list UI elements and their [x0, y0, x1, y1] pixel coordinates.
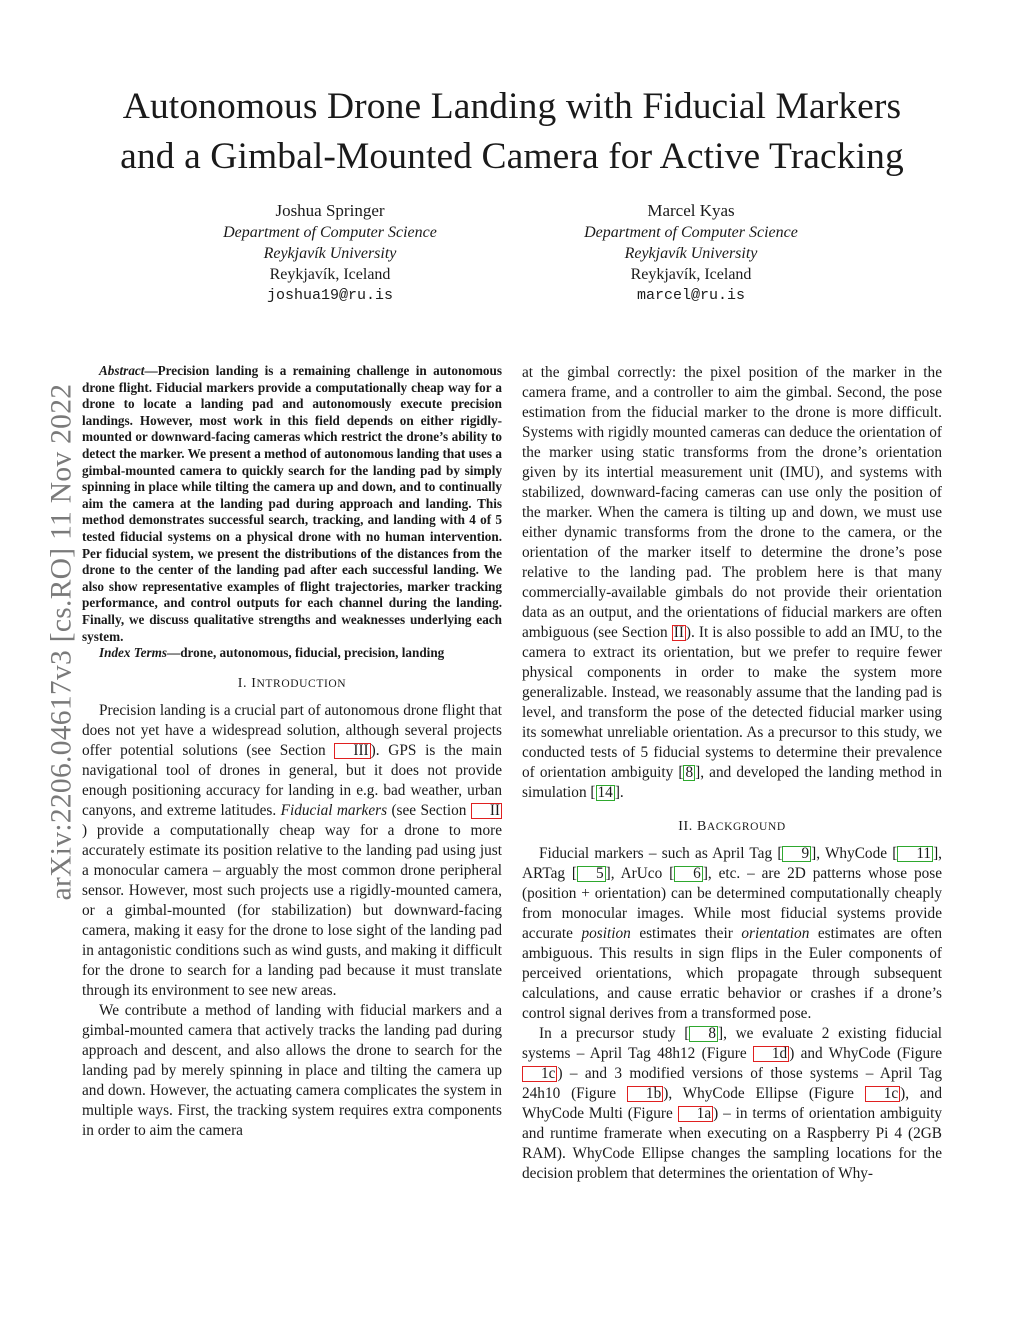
figure-link[interactable]: 1c: [865, 1086, 900, 1102]
author-city: Reykjavík, Iceland: [269, 266, 391, 283]
author-block-1: [150, 200, 510, 306]
author-university: Reykjavík University: [263, 245, 397, 262]
author-name: Marcel Kyas: [647, 201, 735, 220]
author-email[interactable]: joshua19@ru.is: [266, 287, 394, 304]
abstract-text: —Precision landing is a remaining challenge in autonomous drone flight. Fiducial markers provide a computationally cheap way for a drone to locate a landing pad and autonomously execute precision landings. However, most work in this field depends on either rigidly-mounted or downward-facing cameras which restrict the drone’s ability to detect the marker. We present a method of autonomous landing that uses a gimbal-mounted camera to quickly search for the landing pad by simply spinning in place while tilting the camera up and down, and to continually aim the camera at the landing pad during approach and landing. This method demonstrates successful search, tracking, and landing with 4 of 5 tested fiducial systems on a physical drone with no human intervention. Per fiducial system, we present the distributions of the distances from the drone to the center of the landing pad after each successful landing. We also show representative examples of flight trajectories, marker tracking performance, and control outputs for each channel during the landing. Finally, we discuss qualitative strengths and weaknesses underlying each system.: [82, 363, 502, 644]
author-block-2: [511, 200, 871, 306]
paragraph: In a precursor study [ 8 ], we evaluate 2 existing fiducial systems – April Tag 48h12 (Figure 1d ) and WhyCode (Figure 1c ) – and 3 modified versions of those systems – April Tag 24h10 (Figure 1b ), WhyCode Ellipse (Figure 1c ), and WhyCode Multi (Figure 1a ) – in terms of orientation ambiguity and runtime framerate when executing on a Raspberry Pi 4 (2GB RAM). WhyCode Ellipse changes the sampling locations for the decision problem that determines the orientation of Why-: [522, 1025, 942, 1182]
author-department: Department of Computer Science: [223, 224, 437, 241]
paragraph: We contribute a method of landing with fiducial markers and a gimbal-mounted camera that actively tracks the landing pad during approach and descent, and also allows the drone to search for the landing pad by merely spinning in place and tilting the camera up and down. However, the actuating camera complicates the system in multiple ways. First, the tracking system requires extra components in order to aim the camera: [82, 1001, 502, 1139]
abstract: [82, 363, 502, 645]
citation-link[interactable]: 8: [685, 764, 694, 781]
citation-link[interactable]: 6: [674, 866, 703, 882]
citation-link[interactable]: 9: [782, 846, 811, 862]
citation-link[interactable]: 14: [597, 784, 613, 801]
figure-link[interactable]: 1a: [678, 1106, 713, 1122]
index-terms-label: Index Terms: [99, 645, 168, 661]
author-name: Joshua Springer: [275, 201, 385, 220]
paragraph: Fiducial markers – such as April Tag [ 9 ], WhyCode [ 11 ], ARTag [ 5 ], ArUco [ 6 ], etc. – are 2D patterns whose pose (position + orientation) can be determined computationally cheaply from monocular images. While most fiducial systems provide accurate position estimates their orientation estimates are often ambiguous. This results in sign flips in the Euler components of perceived orientations, which propagate through subsequent calculations, and cause erratic behavior or crashes if a drone’s control signal derives from a transformed pose.: [522, 845, 943, 1022]
left-column: [82, 363, 502, 1141]
title-line-1: Autonomous Drone Landing with Fiducial Markers: [122, 86, 902, 127]
section-link[interactable]: II: [471, 803, 502, 819]
figure-link[interactable]: 1b: [627, 1086, 663, 1102]
figure-link[interactable]: 1d: [753, 1046, 789, 1062]
citation-link[interactable]: 11: [897, 846, 933, 862]
section-heading-background: II. BACKGROUND: [678, 819, 786, 834]
author-university: Reykjavík University: [624, 245, 758, 262]
author-email[interactable]: marcel@ru.is: [636, 287, 746, 304]
arxiv-identifier: arXiv:2206.04617v3 [cs.RO] 11 Nov 2022: [45, 383, 78, 901]
paper-title: [60, 82, 964, 182]
abstract-label: Abstract: [99, 363, 145, 378]
paragraph: at the gimbal correctly: the pixel position of the marker in the camera frame, and a controller to aim the gimbal. Second, the pose estimation from the fiducial marker to the drone is more difficult. Systems with rigidly mounted cameras can deduce the orientation of the marker using static transforms from the drone’s orientation given by its intertial measurement unit (IMU), and systems with stabilized, downward-facing cameras can use only the position of the marker. When the camera is tilting up and down, we must use either dynamic transforms from the drone to the camera, or the orientation of the marker itself to determine the drone’s pose relative to the landing pad. The problem here is that many commercially-available gimbals do not provide their orientation data as an output, and the orientations of fiducial markers are often ambiguous (see Section II ). It is also possible to add an IMU, to the camera to extract its orientation, but we prefer to require fewer physical components in order to make the system more generalizable. Instead, we reasonably assume that the landing pad is level, and transform the pose of the detected fiducial marker using its somewhat unreliable orientation. As a precursor to this study, we conducted tests of 5 fiducial systems to determine their prevalence of orientation ambiguity [ 8 ], and developed the landing method in simulation [ 14 ].: [522, 364, 942, 801]
paragraph: Precision landing is a crucial part of autonomous drone flight that does not yet have a widespread solution, although several projects offer potential solutions (see Section III ). GPS is the main navigational tool of drones in general, but it does not provide enough positioning accuracy for landing in e.g. bad weather, urban canyons, and extreme latitudes. Fiducial markers (see Section II) provide a computationally cheap way for a drone to more accurately estimate its position relative to the landing pad using just a monocular camera – arguably the most common drone peripheral sensor. However, most such projects use a rigidly-mounted camera, or a gimbal-mounted (for stabilization) but downward-facing camera, making it easy for the drone to lose sight of the landing pad in antagonistic conditions such as wind gusts, and making it difficult for the drone to search for a landing pad because it must translate through its environment to see new areas.: [82, 701, 502, 999]
right-column: [522, 363, 942, 1184]
author-department: Department of Computer Science: [584, 224, 798, 241]
figure-link[interactable]: 1c: [522, 1066, 557, 1082]
author-city: Reykjavík, Iceland: [630, 266, 752, 283]
section-link[interactable]: II: [673, 624, 684, 641]
citation-link[interactable]: 8: [689, 1026, 718, 1042]
index-terms-text: —drone, autonomous, fiducial, precision, landing: [167, 645, 445, 661]
citation-link[interactable]: 5: [577, 866, 606, 882]
index-terms: [82, 645, 502, 662]
section-link[interactable]: III: [334, 743, 370, 759]
title-line-2: and a Gimbal-Mounted Camera for Active Tracking: [120, 136, 904, 177]
section-heading-introduction: I. INTRODUCTION: [237, 675, 347, 691]
